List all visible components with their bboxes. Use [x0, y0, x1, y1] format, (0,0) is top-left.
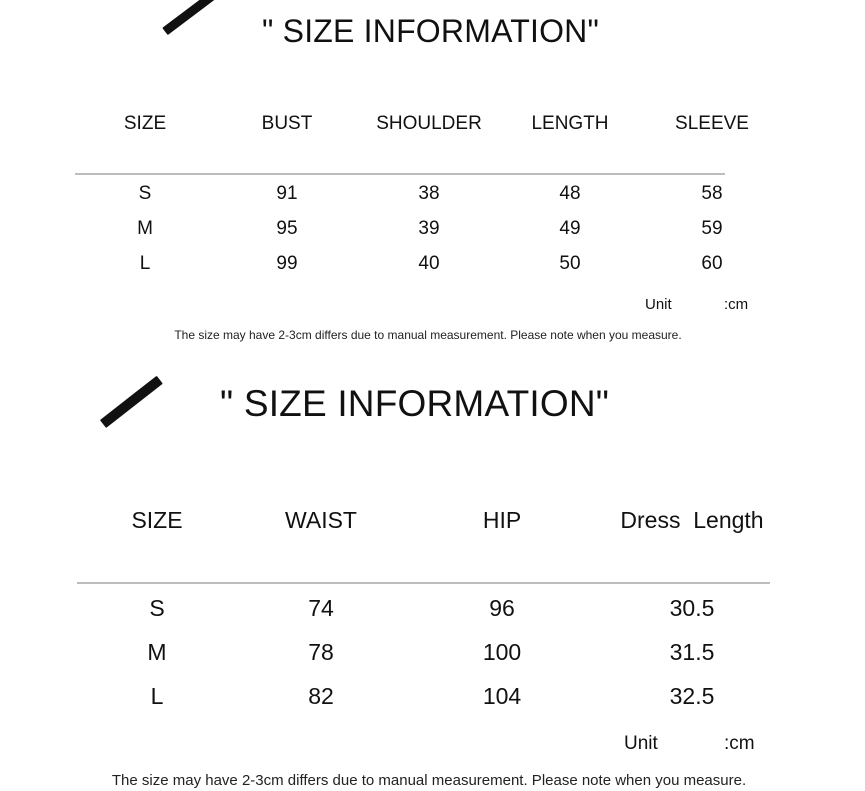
bottom-header-size: SIZE [131, 507, 183, 533]
decorative-slash-icon [100, 376, 163, 428]
top-title: " SIZE INFORMATION" [262, 13, 600, 49]
top-row-l-sleeve: 60 [701, 253, 723, 274]
top-unit-value: :cm [724, 296, 749, 313]
top-measurement-note: The size may have 2-3cm differs due to manual measurement. Please note when you measure. [174, 328, 682, 342]
bottom-row-l-waist: 82 [308, 683, 334, 709]
top-unit-label: Unit [645, 296, 672, 313]
bottom-title: " SIZE INFORMATION" [220, 383, 610, 424]
bottom-row-s-waist: 74 [308, 595, 334, 621]
bottom-row-l-hip: 104 [482, 683, 522, 709]
top-header-size: SIZE [123, 113, 167, 134]
top-header-sleeve: SLEEVE [675, 113, 749, 134]
bottom-header-dress-length: Dress Length [620, 507, 764, 533]
top-header-bust: BUST [261, 113, 313, 134]
top-row-s-bust: 91 [276, 183, 298, 204]
bottom-header-waist: WAIST [285, 507, 357, 533]
top-row-s-shoulder: 38 [418, 183, 440, 204]
top-row-m-shoulder: 39 [418, 218, 440, 239]
top-row-s-size: S [138, 183, 152, 204]
bottom-row-l-size: L [150, 683, 164, 709]
bottom-measurement-note: The size may have 2-3cm differs due to manual measurement. Please note when you measure. [111, 772, 747, 789]
bottom-divider [77, 582, 770, 584]
top-row-m-bust: 95 [276, 218, 298, 239]
top-divider [75, 173, 725, 175]
top-row-m-length: 49 [559, 218, 581, 239]
top-header-shoulder: SHOULDER [376, 113, 482, 134]
top-row-s-sleeve: 58 [701, 183, 723, 204]
top-row-l-shoulder: 40 [418, 253, 440, 274]
decorative-slash-icon [162, 0, 217, 35]
top-row-l-length: 50 [559, 253, 581, 274]
top-row-m-size: M [137, 218, 153, 239]
bottom-unit-value: :cm [724, 733, 755, 754]
top-row-s-length: 48 [559, 183, 581, 204]
bottom-row-m-hip: 100 [482, 639, 522, 665]
top-header-length: LENGTH [531, 113, 609, 134]
bottom-header-hip: HIP [482, 507, 522, 533]
bottom-row-s-dress-length: 30.5 [669, 595, 715, 621]
top-row-l-size: L [139, 253, 151, 274]
bottom-unit-label: Unit [624, 733, 658, 754]
bottom-row-s-hip: 96 [489, 595, 515, 621]
bottom-row-m-size: M [147, 639, 167, 665]
top-row-m-sleeve: 59 [701, 218, 723, 239]
bottom-row-m-waist: 78 [308, 639, 334, 665]
top-row-l-bust: 99 [276, 253, 298, 274]
bottom-row-m-dress-length: 31.5 [669, 639, 715, 665]
bottom-row-s-size: S [149, 595, 165, 621]
bottom-row-l-dress-length: 32.5 [669, 683, 715, 709]
